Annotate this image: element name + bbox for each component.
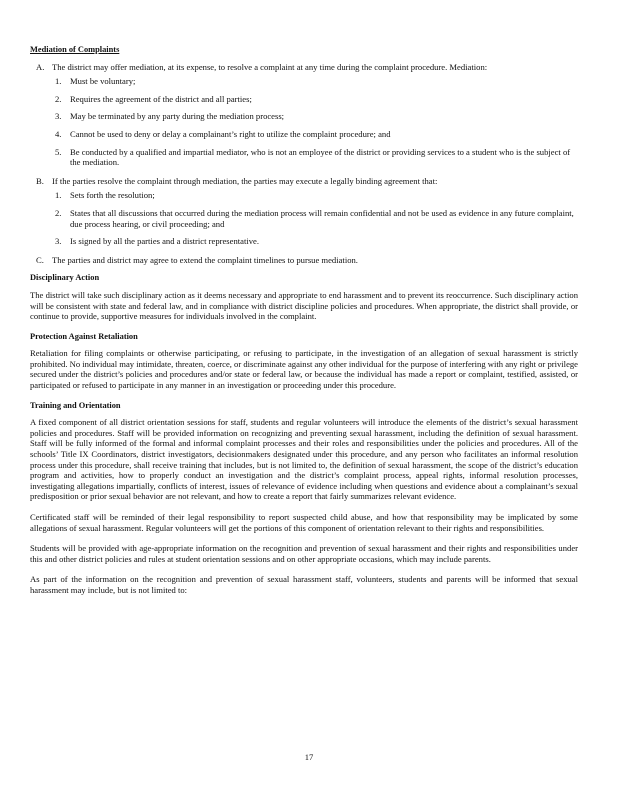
disciplinary-heading: Disciplinary Action bbox=[30, 273, 100, 283]
mediation-subitem-text: Must be voluntary; bbox=[70, 76, 136, 87]
list-number: 5. bbox=[55, 146, 62, 157]
mediation-list bbox=[30, 62, 578, 266]
mediation-subitem-text: Cannot be used to deny or delay a complainant’s right to utilize the complaint procedure; and bbox=[70, 128, 391, 139]
mediation-subitem-text: Requires the agreement of the district and all parties; bbox=[70, 93, 252, 104]
list-number: 2. bbox=[55, 93, 62, 104]
training-paragraph: Students will be provided with age-appropriate information on the recognition and prevention of sexual harassment and their rights and responsibilities under this and other district policies and rules at student orientation sessions and on other appropriate occasions, which may include parents. bbox=[30, 543, 578, 564]
mediation-item-text: The district may offer mediation, at its expense, to resolve a complaint at any time during the complaint procedure. Mediation: bbox=[52, 61, 488, 72]
list-number: 3. bbox=[55, 111, 62, 122]
mediation-subitem bbox=[52, 111, 578, 122]
mediation-section bbox=[30, 45, 578, 265]
mediation-sublist bbox=[52, 190, 578, 246]
mediation-item-text: If the parties resolve the complaint through mediation, the parties may execute a legally binding agreement that: bbox=[52, 175, 438, 186]
mediation-subitem-text: States that all discussions that occurred during the mediation process will remain confidential and not be used as evidence in any future complaint, due process hearing, or civil proceeding; and bbox=[70, 207, 574, 229]
disciplinary-section bbox=[30, 273, 578, 321]
list-marker: C. bbox=[36, 254, 44, 265]
mediation-subitem bbox=[52, 94, 578, 105]
training-paragraph: Certificated staff will be reminded of their legal responsibility to report suspected child abuse, and how that responsibility may be implicated by some allegations of sexual harassment. Regular volunteers will get the portions of this component of orientation relevant to their rights and responsibilities. bbox=[30, 512, 578, 533]
mediation-subitem bbox=[52, 236, 578, 247]
mediation-subitem-text: Sets forth the resolution; bbox=[70, 190, 155, 201]
training-paragraph: As part of the information on the recognition and prevention of sexual harassment staff, volunteers, students and parents will be informed that sexual harassment may include, but is not limited to: bbox=[30, 574, 578, 595]
mediation-sublist bbox=[52, 76, 578, 168]
mediation-subitem-text: Is signed by all the parties and a district representative. bbox=[70, 236, 259, 247]
training-heading: Training and Orientation bbox=[30, 400, 121, 410]
mediation-item bbox=[30, 255, 578, 266]
mediation-subitem bbox=[52, 76, 578, 87]
mediation-subitem-text: Be conducted by a qualified and impartial mediator, who is not an employee of the district or providing services to a student who is the subject of the mediation. bbox=[70, 146, 571, 168]
list-marker: A. bbox=[36, 61, 45, 72]
mediation-subitem bbox=[52, 129, 578, 140]
mediation-subitem bbox=[52, 147, 578, 168]
mediation-heading: Mediation of Complaints bbox=[30, 45, 120, 54]
list-number: 1. bbox=[55, 76, 62, 87]
retaliation-paragraph: Retaliation for filing complaints or otherwise participating, or refusing to participate, in the investigation of an allegation of sexual harassment is strictly prohibited. No individual may intimidate, threaten, coerce, or discriminate against any other individual for the purpose of interfering with any right or privilege secured under the district’s policies and procedures and/or state or federal law, or because the individual has made a report or complaint, testified, assisted, or participated or refused to participate in any manner in an investigation or proceeding under this procedure. bbox=[30, 348, 578, 391]
list-number: 3. bbox=[55, 236, 62, 247]
mediation-subitem bbox=[52, 190, 578, 201]
list-number: 4. bbox=[55, 128, 62, 139]
mediation-subitem bbox=[52, 208, 578, 229]
mediation-item-text: The parties and district may agree to extend the complaint timelines to pursue mediation. bbox=[52, 254, 358, 265]
list-number: 1. bbox=[55, 190, 62, 201]
training-paragraph: A fixed component of all district orientation sessions for staff, students and regular volunteers will introduce the elements of the district’s sexual harassment policies and procedures. Staff will be provided information on recognizing and preventing sexual harassment, including the definition of sexual harassment. Staff will be fully informed of the formal and informal complaint processes and their roles and responsibilities under the policies and procedures. All of the schools’ Title IX Coordinators, district investigators, decisionmakers designated under this procedure, and any person who facilitates an informal resolution process under this procedure, shall receive training that includes, but is not limited to, the definition of sexual harassment, the scope of the district’s education program and activities, how to properly conduct an investigation and the district’s complaint process, appeal rights, informal resolution processes, investigating allegations impartially, conflicts of interest, issues of relevance of evidence including when questions and evidence about a complainant’s sexual predisposition or prior sexual behavior are not relevant, and how to create a report that fairly summarizes relevant evidence. bbox=[30, 417, 578, 502]
training-section bbox=[30, 401, 578, 596]
mediation-subitem-text: May be terminated by any party during the mediation process; bbox=[70, 111, 285, 122]
document-page bbox=[30, 45, 578, 606]
retaliation-section bbox=[30, 332, 578, 391]
mediation-item bbox=[30, 176, 578, 247]
mediation-item bbox=[30, 62, 578, 168]
page-number: 17 bbox=[304, 752, 314, 762]
list-marker: B. bbox=[36, 175, 44, 186]
disciplinary-paragraph: The district will take such disciplinary action as it deems necessary and appropriate to end harassment and to prevent its reoccurrence. Such disciplinary action will be consistent with state and federal law, and in compliance with district discipline policies and procedures. When appropriate, the district shall provide, or continue to provide, supportive measures for individuals involved in the complaint. bbox=[30, 289, 578, 322]
list-number: 2. bbox=[55, 207, 62, 218]
retaliation-heading: Protection Against Retaliation bbox=[30, 331, 138, 341]
